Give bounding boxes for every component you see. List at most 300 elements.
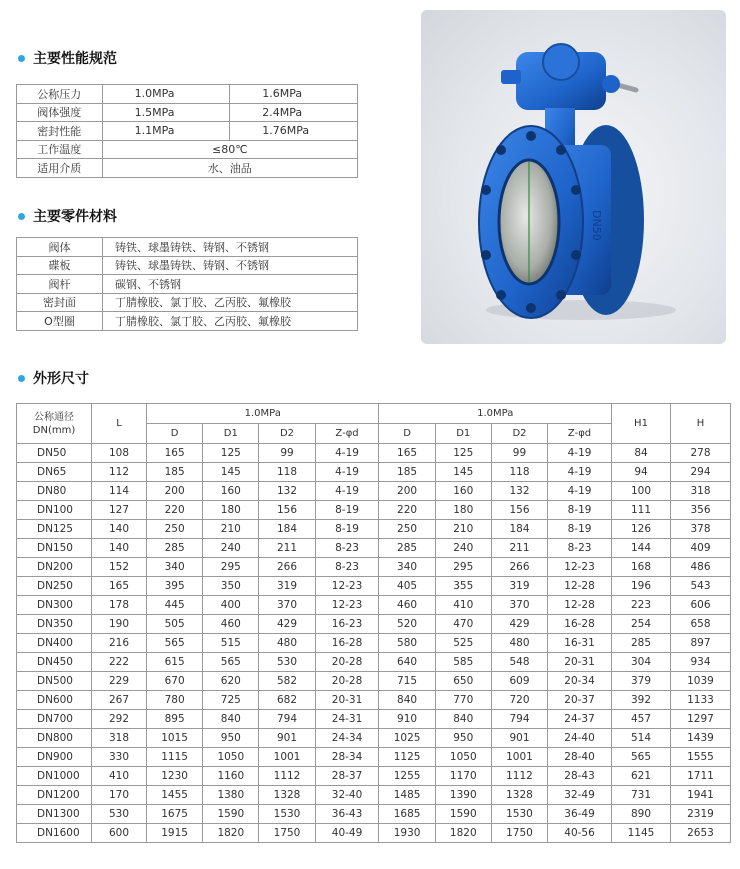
dimension-cell: 1915 xyxy=(147,824,203,843)
header-sub-sub1-2: D2 xyxy=(259,424,315,444)
dimension-cell: 770 xyxy=(435,691,491,710)
dimension-cell: 16-31 xyxy=(548,634,612,653)
dimension-cell: 114 xyxy=(92,482,147,501)
spec-value-b: 1.76MPa xyxy=(230,122,358,141)
dimension-cell: 292 xyxy=(92,710,147,729)
dimension-cell: 658 xyxy=(671,615,731,634)
dimension-cell: 118 xyxy=(491,463,547,482)
dimension-cell: 356 xyxy=(671,501,731,520)
dimension-cell: 318 xyxy=(92,729,147,748)
spec-label: 阀体强度 xyxy=(17,103,103,122)
dimension-cell: 780 xyxy=(147,691,203,710)
dimension-cell: 1530 xyxy=(259,805,315,824)
header-sub-sub1-1: D1 xyxy=(203,424,259,444)
spec-value-a: 1.1MPa xyxy=(102,122,230,141)
dimension-cell: 378 xyxy=(671,520,731,539)
dimensions-section-title xyxy=(18,368,89,388)
dimension-cell: 1530 xyxy=(491,805,547,824)
dimension-cell: 8-23 xyxy=(315,539,379,558)
dimension-cell: 36-43 xyxy=(315,805,379,824)
dimension-cell: 200 xyxy=(147,482,203,501)
dimension-cell: 621 xyxy=(612,767,671,786)
dimension-cell: 4-19 xyxy=(548,444,612,463)
table-row xyxy=(17,482,731,501)
dimension-cell: 1820 xyxy=(435,824,491,843)
dimension-cell: 910 xyxy=(379,710,435,729)
dimensions-table xyxy=(16,403,731,843)
dimension-cell: 8-19 xyxy=(315,520,379,539)
dimension-cell: 525 xyxy=(435,634,491,653)
dimension-cell: 486 xyxy=(671,558,731,577)
dimension-cell: 20-28 xyxy=(315,653,379,672)
table-row xyxy=(17,558,731,577)
dimension-cell: 125 xyxy=(435,444,491,463)
dimension-cell: 99 xyxy=(259,444,315,463)
dimension-cell: 460 xyxy=(379,596,435,615)
header-nominal-diameter: 公称通径 DN(mm) xyxy=(17,404,92,444)
table-row xyxy=(17,767,731,786)
dimension-cell: 20-31 xyxy=(548,653,612,672)
dimension-cell: 210 xyxy=(435,520,491,539)
dimension-cell: 185 xyxy=(147,463,203,482)
spec-row xyxy=(17,85,358,104)
dimension-cell: 1555 xyxy=(671,748,731,767)
dimension-cell: 580 xyxy=(379,634,435,653)
spec-label: 公称压力 xyxy=(17,85,103,104)
dimension-cell: 1380 xyxy=(203,786,259,805)
dimension-cell: 340 xyxy=(379,558,435,577)
dimension-cell: 480 xyxy=(491,634,547,653)
dimension-cell: 184 xyxy=(259,520,315,539)
dimension-cell: 240 xyxy=(435,539,491,558)
dimension-cell: 1590 xyxy=(435,805,491,824)
dimension-cell: 1750 xyxy=(259,824,315,843)
table-row xyxy=(17,824,731,843)
dimension-cell: 266 xyxy=(259,558,315,577)
header-sub-sub2-1: D1 xyxy=(435,424,491,444)
dimension-cell: 8-19 xyxy=(548,520,612,539)
dimension-cell: 278 xyxy=(671,444,731,463)
spec-value-a: 1.5MPa xyxy=(102,103,230,122)
dimension-cell: 1328 xyxy=(259,786,315,805)
butterfly-valve-icon xyxy=(421,10,726,344)
dimension-cell: 650 xyxy=(435,672,491,691)
material-row xyxy=(17,275,358,294)
dimension-cell: 126 xyxy=(612,520,671,539)
dimension-cell: 1485 xyxy=(379,786,435,805)
dimension-cell: 1328 xyxy=(491,786,547,805)
dimension-cell: 20-34 xyxy=(548,672,612,691)
bullet-dot-icon xyxy=(18,213,25,220)
dimension-cell: 220 xyxy=(379,501,435,520)
dimension-cell: 340 xyxy=(147,558,203,577)
material-part: 阀体 xyxy=(17,238,103,257)
dimension-cell: 165 xyxy=(147,444,203,463)
dimension-cell: 505 xyxy=(147,615,203,634)
dimension-cell: 565 xyxy=(147,634,203,653)
dimension-cell: 794 xyxy=(491,710,547,729)
table-row xyxy=(17,501,731,520)
dimension-cell: 1039 xyxy=(671,672,731,691)
dimension-cell: 319 xyxy=(491,577,547,596)
dn-cell: DN250 xyxy=(17,577,92,596)
dimension-cell: 1820 xyxy=(203,824,259,843)
spec-merged-value: 水、油品 xyxy=(102,159,357,178)
dimension-cell: 1750 xyxy=(491,824,547,843)
dimension-cell: 220 xyxy=(147,501,203,520)
dn-cell: DN300 xyxy=(17,596,92,615)
dimension-cell: 609 xyxy=(491,672,547,691)
dimension-cell: 720 xyxy=(491,691,547,710)
dimension-cell: 2319 xyxy=(671,805,731,824)
dimension-cell: 4-19 xyxy=(315,463,379,482)
dimension-cell: 1133 xyxy=(671,691,731,710)
dimension-cell: 20-37 xyxy=(548,691,612,710)
dimension-cell: 295 xyxy=(435,558,491,577)
dimension-cell: 112 xyxy=(92,463,147,482)
dimension-cell: 210 xyxy=(203,520,259,539)
dimension-cell: 582 xyxy=(259,672,315,691)
dimension-cell: 1112 xyxy=(259,767,315,786)
dimension-cell: 20-31 xyxy=(315,691,379,710)
material-row xyxy=(17,293,358,312)
table-row xyxy=(17,444,731,463)
material-part: 密封面 xyxy=(17,293,103,312)
bullet-dot-icon xyxy=(18,375,25,382)
dimension-cell: 840 xyxy=(203,710,259,729)
dimension-cell: 132 xyxy=(259,482,315,501)
dimension-cell: 520 xyxy=(379,615,435,634)
spec-merged-value: ≤80℃ xyxy=(102,140,357,159)
bullet-dot-icon xyxy=(18,55,25,62)
dimension-cell: 392 xyxy=(612,691,671,710)
dimension-cell: 250 xyxy=(379,520,435,539)
table-row xyxy=(17,729,731,748)
material-value: 铸铁、球墨铸铁、铸钢、不锈钢 xyxy=(103,238,358,257)
dimension-cell: 118 xyxy=(259,463,315,482)
dimension-cell: 156 xyxy=(491,501,547,520)
dimension-cell: 285 xyxy=(612,634,671,653)
dimension-cell: 350 xyxy=(203,577,259,596)
dimension-cell: 216 xyxy=(92,634,147,653)
dimension-cell: 515 xyxy=(203,634,259,653)
dimension-cell: 267 xyxy=(92,691,147,710)
dimension-cell: 8-19 xyxy=(548,501,612,520)
material-value: 丁腈橡胶、氯丁胶、乙丙胶、氟橡胶 xyxy=(103,312,358,331)
dn-cell: DN150 xyxy=(17,539,92,558)
dn-cell: DN80 xyxy=(17,482,92,501)
dimension-cell: 840 xyxy=(379,691,435,710)
dimension-cell: 514 xyxy=(612,729,671,748)
dn-cell: DN450 xyxy=(17,653,92,672)
dimension-cell: 1230 xyxy=(147,767,203,786)
dimension-cell: 28-37 xyxy=(315,767,379,786)
dimension-cell: 950 xyxy=(203,729,259,748)
material-value: 碳钢、不锈钢 xyxy=(103,275,358,294)
dimension-cell: 250 xyxy=(147,520,203,539)
dimension-cell: 405 xyxy=(379,577,435,596)
dimension-cell: 108 xyxy=(92,444,147,463)
spec-label: 适用介质 xyxy=(17,159,103,178)
dimension-cell: 1115 xyxy=(147,748,203,767)
dimension-cell: 1675 xyxy=(147,805,203,824)
dimension-cell: 28-40 xyxy=(548,748,612,767)
dimension-cell: 1145 xyxy=(612,824,671,843)
header-sub-sub1-0: D xyxy=(147,424,203,444)
table-row xyxy=(17,710,731,729)
dimension-cell: 901 xyxy=(491,729,547,748)
dimension-cell: 295 xyxy=(203,558,259,577)
materials-section-title xyxy=(18,206,117,226)
dimension-cell: 168 xyxy=(612,558,671,577)
dn-cell: DN65 xyxy=(17,463,92,482)
header-H1: H1 xyxy=(612,404,671,444)
dimension-cell: 1930 xyxy=(379,824,435,843)
header-sub-sub2-3: Z-φd xyxy=(548,424,612,444)
dimension-cell: 400 xyxy=(203,596,259,615)
dimension-cell: 901 xyxy=(259,729,315,748)
dn-cell: DN1200 xyxy=(17,786,92,805)
dimension-cell: 40-56 xyxy=(548,824,612,843)
dimension-cell: 254 xyxy=(612,615,671,634)
dimension-cell: 190 xyxy=(92,615,147,634)
dimension-cell: 8-23 xyxy=(315,558,379,577)
spec-row xyxy=(17,103,358,122)
dimension-cell: 640 xyxy=(379,653,435,672)
header-group-1: 1.0MPa xyxy=(147,404,379,424)
table-row xyxy=(17,615,731,634)
dimension-cell: 285 xyxy=(379,539,435,558)
dn-cell: DN200 xyxy=(17,558,92,577)
table-row xyxy=(17,786,731,805)
material-part: O型圈 xyxy=(17,312,103,331)
dimension-cell: 615 xyxy=(147,653,203,672)
dimension-cell: 670 xyxy=(147,672,203,691)
dimension-cell: 1050 xyxy=(435,748,491,767)
dimension-cell: 16-23 xyxy=(315,615,379,634)
dimension-cell: 530 xyxy=(92,805,147,824)
spec-label: 工作温度 xyxy=(17,140,103,159)
table-row xyxy=(17,596,731,615)
dimension-cell: 24-31 xyxy=(315,710,379,729)
dimension-cell: 285 xyxy=(147,539,203,558)
dimension-cell: 530 xyxy=(259,653,315,672)
embossed-text: DN50 xyxy=(590,210,603,241)
dimension-cell: 240 xyxy=(203,539,259,558)
table-row xyxy=(17,653,731,672)
dn-cell: DN50 xyxy=(17,444,92,463)
dimension-cell: 140 xyxy=(92,520,147,539)
dimension-cell: 600 xyxy=(92,824,147,843)
dimension-cell: 429 xyxy=(259,615,315,634)
dimension-cell: 319 xyxy=(259,577,315,596)
dimension-cell: 165 xyxy=(92,577,147,596)
dn-cell: DN400 xyxy=(17,634,92,653)
dimension-cell: 196 xyxy=(612,577,671,596)
dimension-cell: 266 xyxy=(491,558,547,577)
header-L: L xyxy=(92,404,147,444)
dimension-cell: 304 xyxy=(612,653,671,672)
dn-cell: DN800 xyxy=(17,729,92,748)
dimension-cell: 160 xyxy=(203,482,259,501)
dimension-cell: 1455 xyxy=(147,786,203,805)
dimension-cell: 682 xyxy=(259,691,315,710)
dimension-cell: 180 xyxy=(435,501,491,520)
dimension-cell: 184 xyxy=(491,520,547,539)
table-row xyxy=(17,805,731,824)
dn-cell: DN1300 xyxy=(17,805,92,824)
dimension-cell: 897 xyxy=(671,634,731,653)
dimension-cell: 12-23 xyxy=(315,596,379,615)
dimension-cell: 180 xyxy=(203,501,259,520)
dimension-cell: 370 xyxy=(491,596,547,615)
materials-table xyxy=(16,237,358,331)
dimension-cell: 185 xyxy=(379,463,435,482)
dimension-cell: 170 xyxy=(92,786,147,805)
dimension-cell: 1160 xyxy=(203,767,259,786)
dimension-cell: 12-28 xyxy=(548,577,612,596)
spec-row xyxy=(17,122,358,141)
table-row xyxy=(17,634,731,653)
material-value: 铸铁、球墨铸铁、铸钢、不锈钢 xyxy=(103,256,358,275)
dimension-cell: 1050 xyxy=(203,748,259,767)
dimension-cell: 606 xyxy=(671,596,731,615)
header-H: H xyxy=(671,404,731,444)
material-value: 丁腈橡胶、氯丁胶、乙丙胶、氟橡胶 xyxy=(103,293,358,312)
dimension-cell: 934 xyxy=(671,653,731,672)
dn-cell: DN900 xyxy=(17,748,92,767)
dimension-cell: 895 xyxy=(147,710,203,729)
table-row xyxy=(17,748,731,767)
dimension-cell: 144 xyxy=(612,539,671,558)
dimension-cell: 125 xyxy=(203,444,259,463)
dimension-cell: 445 xyxy=(147,596,203,615)
spec-value-a: 1.0MPa xyxy=(102,85,230,104)
dimension-cell: 211 xyxy=(491,539,547,558)
dimension-cell: 24-37 xyxy=(548,710,612,729)
material-row xyxy=(17,238,358,257)
dimension-cell: 229 xyxy=(92,672,147,691)
dimension-cell: 4-19 xyxy=(548,463,612,482)
dimension-cell: 152 xyxy=(92,558,147,577)
dimension-cell: 1390 xyxy=(435,786,491,805)
dimension-cell: 318 xyxy=(671,482,731,501)
dimension-cell: 223 xyxy=(612,596,671,615)
table-row xyxy=(17,539,731,558)
dimension-cell: 127 xyxy=(92,501,147,520)
dimension-cell: 355 xyxy=(435,577,491,596)
dn-cell: DN100 xyxy=(17,501,92,520)
table-row xyxy=(17,520,731,539)
dimension-cell: 1001 xyxy=(259,748,315,767)
material-row xyxy=(17,256,358,275)
dimension-cell: 132 xyxy=(491,482,547,501)
dimension-cell: 1112 xyxy=(491,767,547,786)
dimension-cell: 294 xyxy=(671,463,731,482)
dimension-cell: 379 xyxy=(612,672,671,691)
dimension-cell: 480 xyxy=(259,634,315,653)
dimension-cell: 1255 xyxy=(379,767,435,786)
dimension-cell: 585 xyxy=(435,653,491,672)
dimension-cell: 1439 xyxy=(671,729,731,748)
spec-table xyxy=(16,84,358,178)
material-part: 阀杆 xyxy=(17,275,103,294)
dimension-cell: 731 xyxy=(612,786,671,805)
header-sub-sub1-3: Z-φd xyxy=(315,424,379,444)
dimension-cell: 4-19 xyxy=(315,444,379,463)
dimension-cell: 40-49 xyxy=(315,824,379,843)
dimension-cell: 222 xyxy=(92,653,147,672)
header-sub-sub2-0: D xyxy=(379,424,435,444)
materials-title-text: 主要零件材料 xyxy=(33,209,117,225)
dimension-cell: 140 xyxy=(92,539,147,558)
table-row xyxy=(17,691,731,710)
dimension-cell: 28-43 xyxy=(548,767,612,786)
dimension-cell: 165 xyxy=(379,444,435,463)
spec-section-title xyxy=(18,48,117,68)
dimension-cell: 32-49 xyxy=(548,786,612,805)
spec-value-b: 1.6MPa xyxy=(230,85,358,104)
dimension-cell: 410 xyxy=(92,767,147,786)
dimension-cell: 4-19 xyxy=(315,482,379,501)
dimension-cell: 1170 xyxy=(435,767,491,786)
dimension-cell: 84 xyxy=(612,444,671,463)
dimension-cell: 16-28 xyxy=(548,615,612,634)
dimension-cell: 460 xyxy=(203,615,259,634)
dimension-cell: 4-19 xyxy=(548,482,612,501)
table-row xyxy=(17,672,731,691)
product-photo xyxy=(421,10,726,344)
dimension-cell: 840 xyxy=(435,710,491,729)
header-group-2: 1.0MPa xyxy=(379,404,612,424)
spec-row xyxy=(17,140,358,159)
dimension-cell: 111 xyxy=(612,501,671,520)
dimension-cell: 2653 xyxy=(671,824,731,843)
dimension-cell: 99 xyxy=(491,444,547,463)
dimension-cell: 715 xyxy=(379,672,435,691)
dimension-cell: 1711 xyxy=(671,767,731,786)
dn-cell: DN1600 xyxy=(17,824,92,843)
dimension-cell: 211 xyxy=(259,539,315,558)
dimension-cell: 160 xyxy=(435,482,491,501)
dimension-cell: 36-49 xyxy=(548,805,612,824)
dn-cell: DN600 xyxy=(17,691,92,710)
dimension-cell: 1297 xyxy=(671,710,731,729)
dn-cell: DN350 xyxy=(17,615,92,634)
spec-row xyxy=(17,159,358,178)
dimension-cell: 20-28 xyxy=(315,672,379,691)
dimension-cell: 1001 xyxy=(491,748,547,767)
dimension-cell: 457 xyxy=(612,710,671,729)
spec-value-b: 2.4MPa xyxy=(230,103,358,122)
dn-cell: DN700 xyxy=(17,710,92,729)
dimension-cell: 1125 xyxy=(379,748,435,767)
dimension-cell: 145 xyxy=(435,463,491,482)
spec-title-text: 主要性能规范 xyxy=(33,51,117,67)
dimension-cell: 429 xyxy=(491,615,547,634)
dimension-cell: 12-23 xyxy=(315,577,379,596)
dimension-cell: 330 xyxy=(92,748,147,767)
table-row xyxy=(17,577,731,596)
material-row xyxy=(17,312,358,331)
dimension-cell: 395 xyxy=(147,577,203,596)
dimension-cell: 1590 xyxy=(203,805,259,824)
dimension-cell: 794 xyxy=(259,710,315,729)
dimension-cell: 725 xyxy=(203,691,259,710)
spec-label: 密封性能 xyxy=(17,122,103,141)
dimension-cell: 8-19 xyxy=(315,501,379,520)
dimension-cell: 24-34 xyxy=(315,729,379,748)
